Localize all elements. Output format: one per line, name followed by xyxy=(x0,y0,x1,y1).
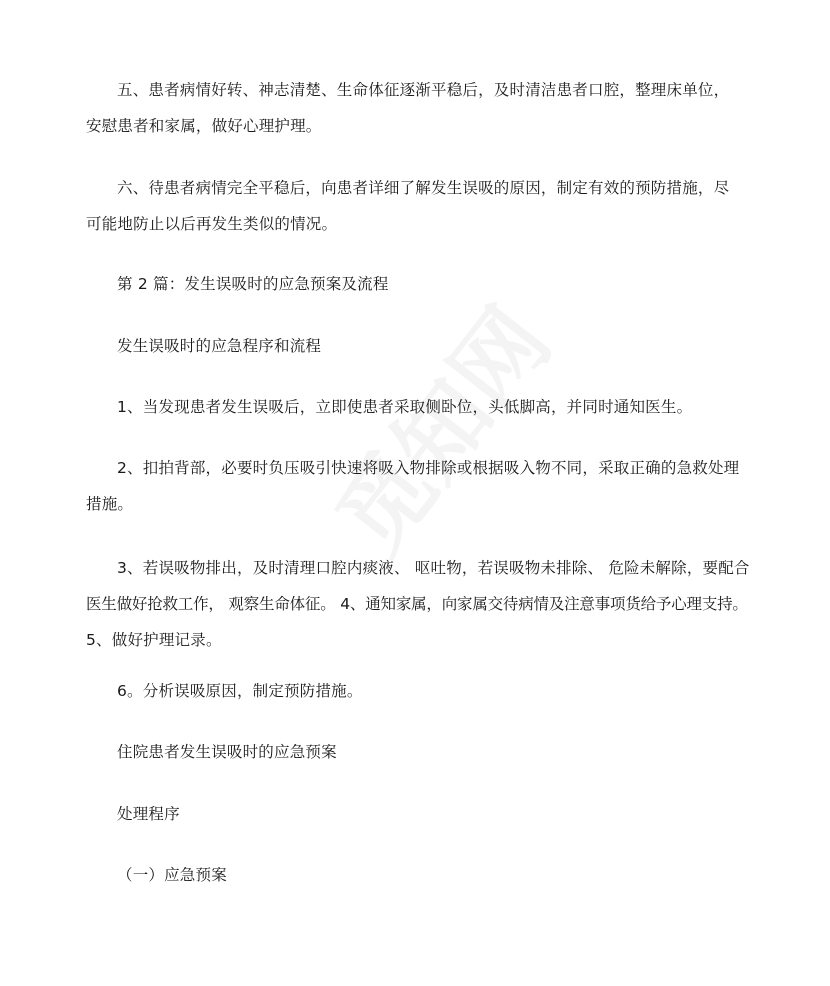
heading-line: 发生误吸时的应急程序和流程 xyxy=(117,337,322,355)
subsection-heading xyxy=(86,328,750,364)
heading-line: （一）应急预案 xyxy=(117,866,227,884)
emergency-plan-heading xyxy=(86,857,750,893)
step-2 xyxy=(86,450,750,522)
watermark xyxy=(301,277,575,576)
section-heading xyxy=(86,266,750,302)
heading-line: 住院患者发生误吸时的应急预案 xyxy=(117,743,337,761)
paragraph-line: 可能地防止以后再发生类似的情况。 xyxy=(86,215,338,233)
paragraph-line: 医生做好抢救工作， 观察生命体征。 4、通知家属，向家属交待病情及注意事项货给予心理支持。 xyxy=(86,595,748,613)
paragraph-line: 6。分析误吸原因，制定预防措施。 xyxy=(117,682,363,700)
paragraph-line: 六、待患者病情完全平稳后，向患者详细了解发生误吸的原因，制定有效的预防措施，尽 xyxy=(117,179,730,197)
paragraph-6 xyxy=(86,170,750,242)
paragraph-line: 安慰患者和家属，做好心理护理。 xyxy=(86,117,322,135)
paragraph-line: 2、扣拍背部，必要时负压吸引快速将吸入物排除或根据吸入物不同，采取正确的急救处理 xyxy=(117,459,740,477)
paragraph-line: 1、当发现患者发生误吸后，立即使患者采取侧卧位，头低脚高，并同时通知医生。 xyxy=(117,398,693,416)
step-3 xyxy=(86,550,750,658)
plan-heading xyxy=(86,734,750,770)
heading-line: 处理程序 xyxy=(117,805,180,823)
paragraph-line: 5、做好护理记录。 xyxy=(86,631,222,649)
heading-line: 第 2 篇：发生误吸时的应急预案及流程 xyxy=(117,275,389,293)
step-1 xyxy=(86,389,750,425)
paragraph-5 xyxy=(86,72,750,144)
step-6 xyxy=(86,673,750,709)
paragraph-line: 五、患者病情好转、神志清楚、生命体征逐渐平稳后，及时清洁患者口腔，整理床单位， xyxy=(117,81,730,99)
paragraph-line: 措施。 xyxy=(86,495,134,513)
procedure-heading xyxy=(86,796,750,832)
paragraph-line: 3、若误吸物排出，及时清理口腔内痰液、 呕吐物，若误吸物未排除、 危险未解除，要配合 xyxy=(117,559,750,577)
